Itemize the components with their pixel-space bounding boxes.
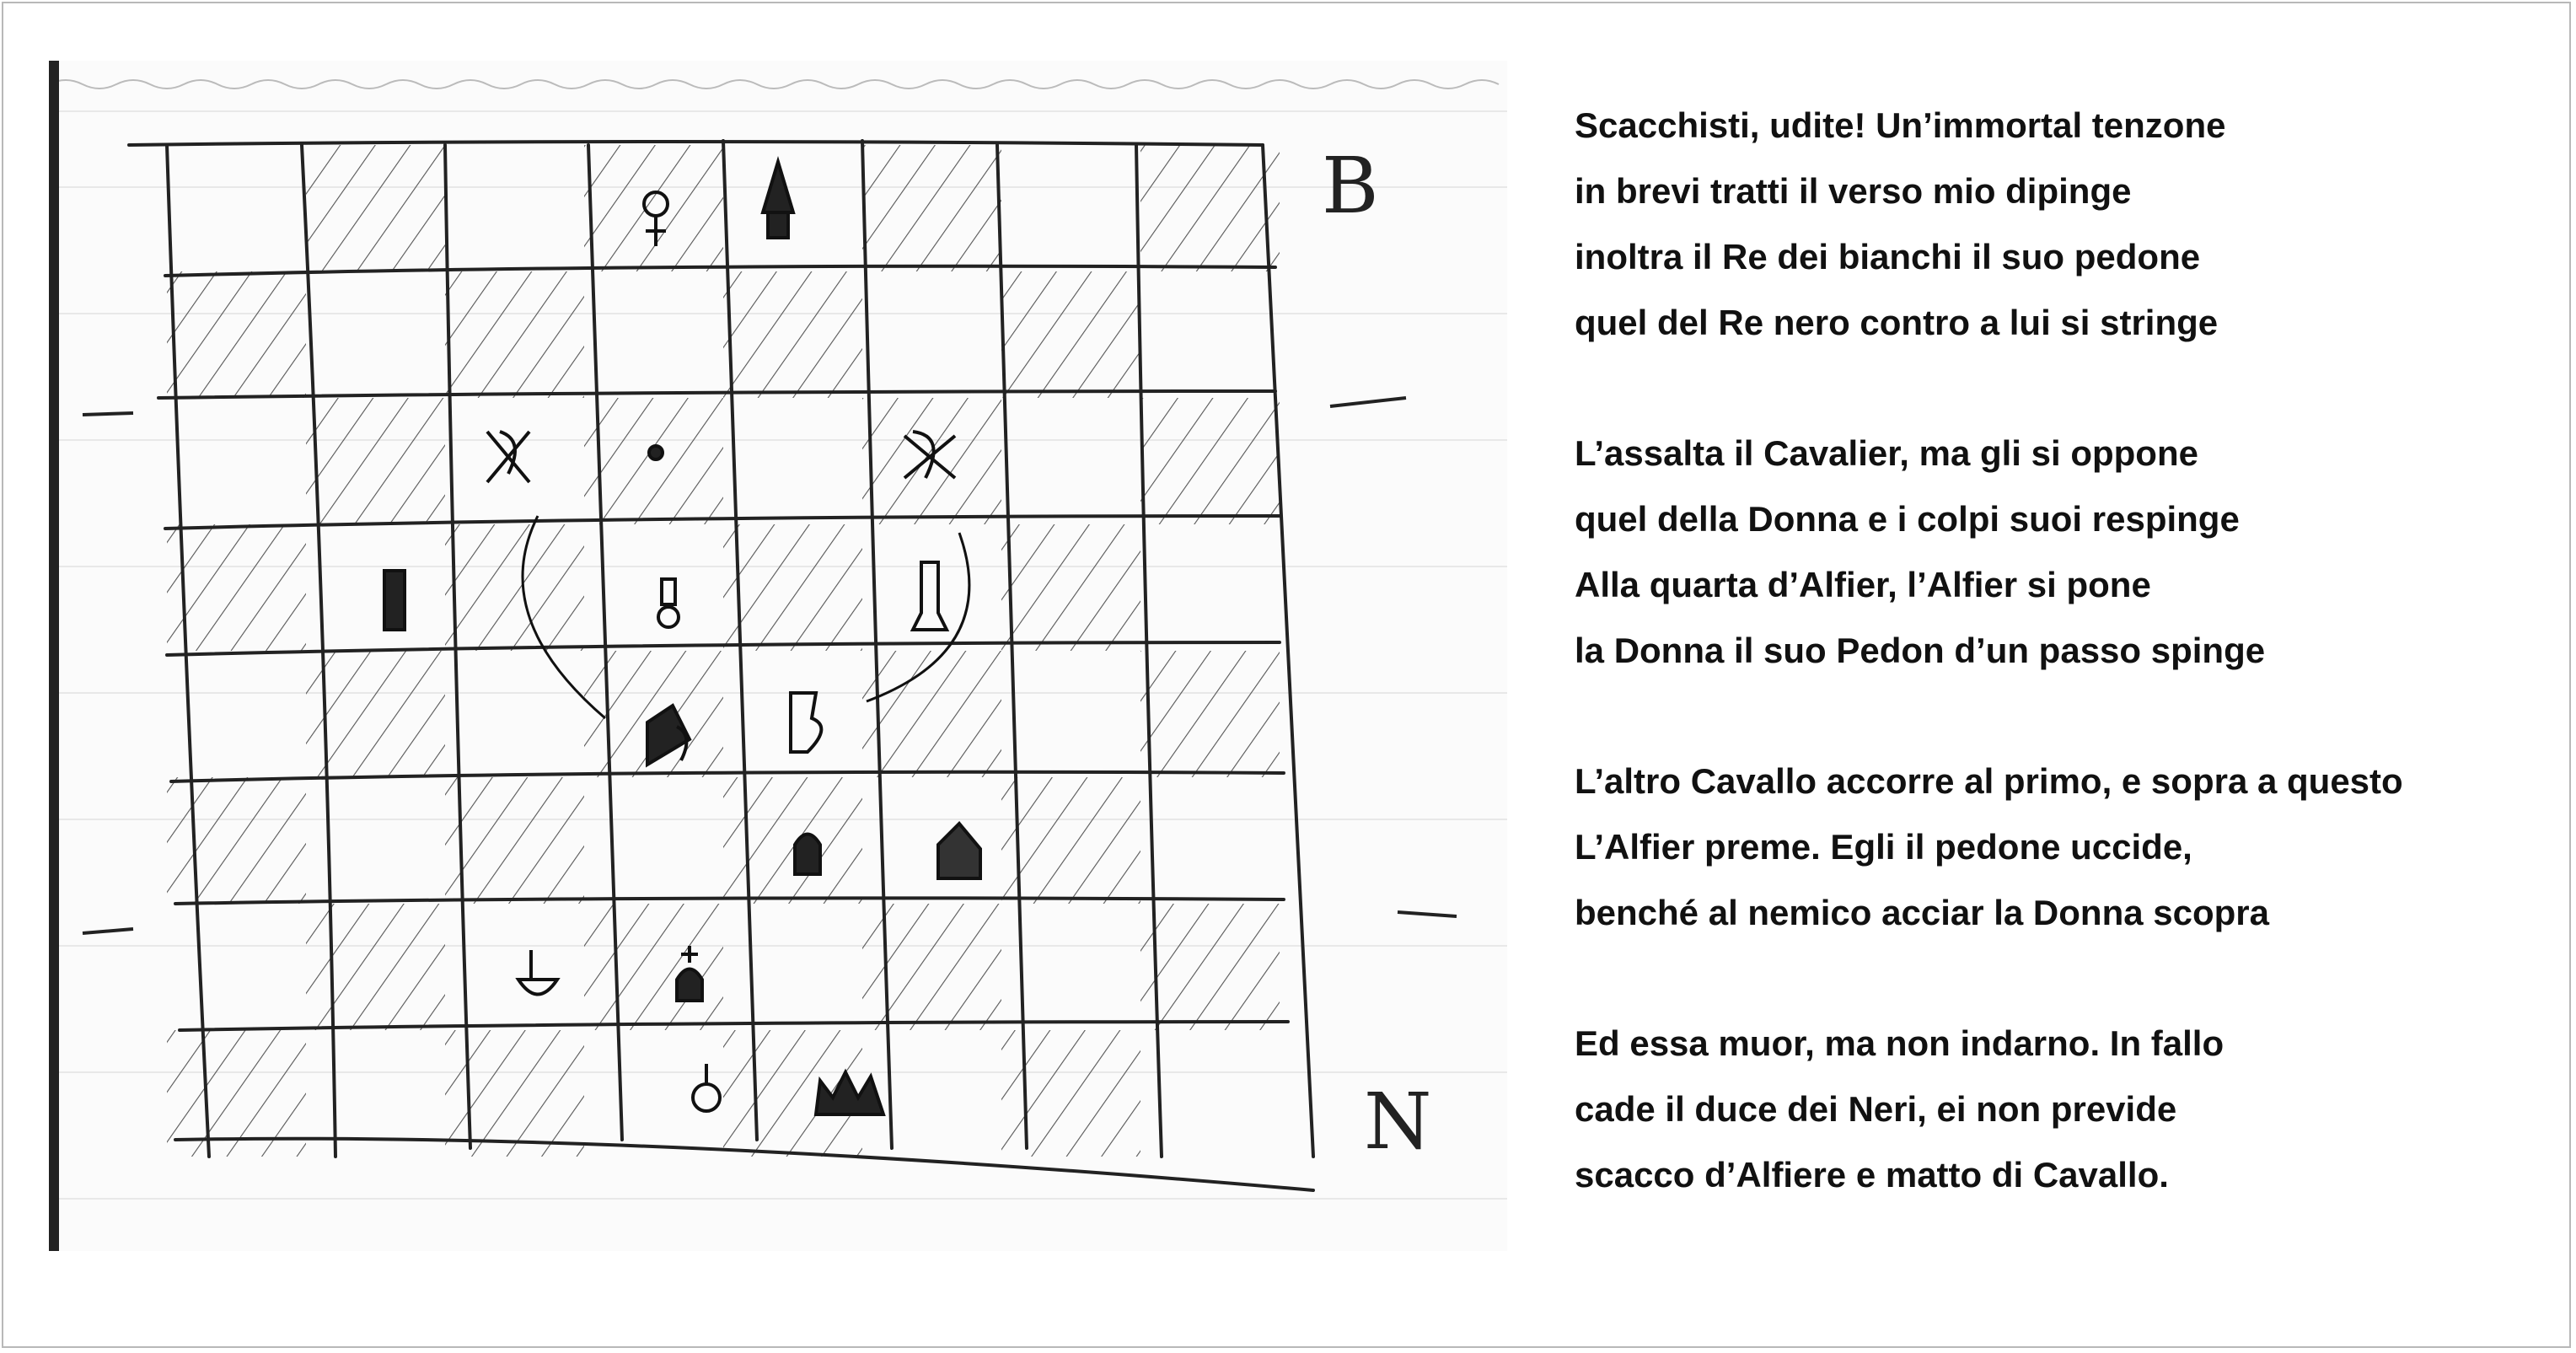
chessboard-sketch [49,61,1507,1251]
poem-stanza-4 [1575,1011,2536,1208]
poem-stanza-3 [1575,749,2536,946]
poem-line: Ed essa muor, ma non indarno. In fallo [1575,1023,2224,1063]
poem-line: quel del Re nero contro a lui si stringe [1575,303,2219,342]
poem [1575,93,2536,1273]
poem-line: scacco d’Alfiere e matto di Cavallo. [1575,1155,2169,1195]
board-label-bottom: N [1364,1076,1432,1167]
board-label-top: B [1322,141,1379,231]
poem-line: in brevi tratti il verso mio dipinge [1575,171,2132,211]
poem-line: quel della Donna e i colpi suoi respinge [1575,499,2240,539]
binding-edge [49,61,59,1251]
poem-line: Scacchisti, udite! Un’immortal tenzone [1575,105,2226,145]
poem-line: inoltra il Re dei bianchi il suo pedone [1575,237,2201,277]
poem-line: L’assalta il Cavalier, ma gli si oppone [1575,433,2198,473]
poem-line: L’altro Cavallo accorre al primo, e sopra a questo [1575,761,2403,801]
rook-icon [384,571,405,630]
poem-line: benché al nemico acciar la Donna scopra [1575,893,2269,932]
poem-line: cade il duce dei Neri, ei non previde [1575,1089,2177,1129]
poem-stanza-1 [1575,93,2536,356]
poem-line: la Donna il suo Pedon d’un passo spinge [1575,631,2266,670]
pawn-icon [649,446,663,459]
poem-line: L’Alfier preme. Egli il pedone uccide, [1575,827,2192,867]
poem-line: Alla quarta d’Alfier, l’Alfier si pone [1575,565,2151,604]
poem-stanza-2 [1575,421,2536,684]
pawn-dark-icon [795,835,820,875]
